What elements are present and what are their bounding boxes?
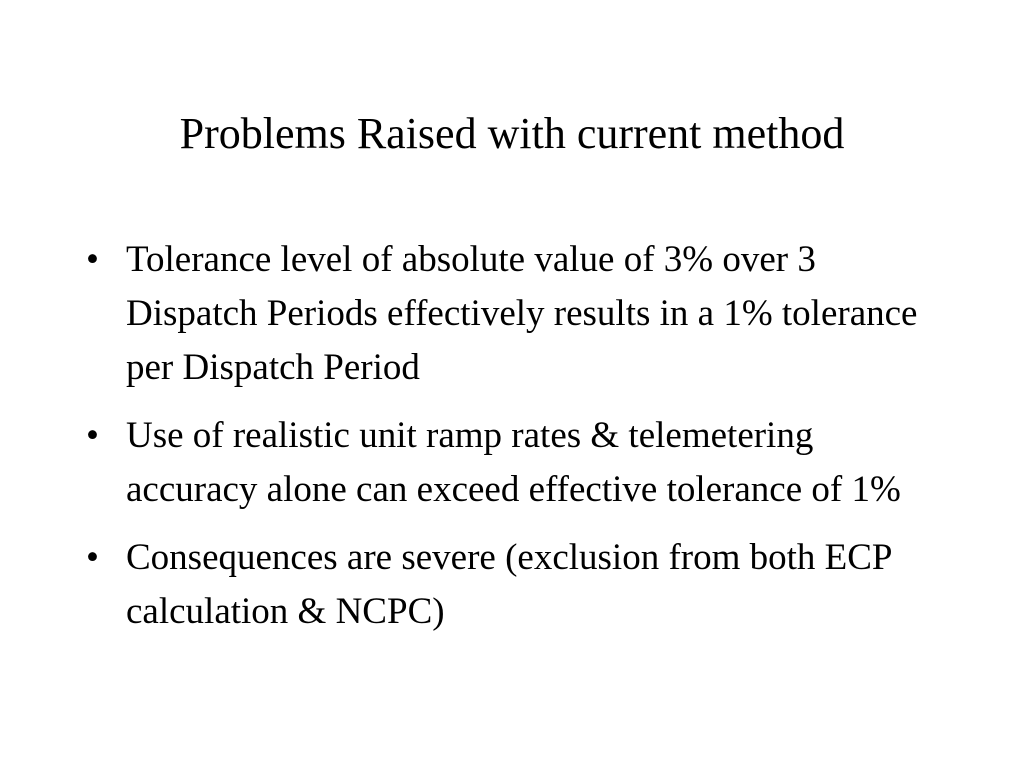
bullet-icon: • (86, 415, 99, 456)
bullet-icon: • (86, 239, 99, 280)
bullet-item (86, 409, 926, 517)
bullet-item (86, 233, 926, 395)
bullet-text: Use of realistic unit ramp rates & telemetering accuracy alone can exceed effective tolerance of 1% (126, 415, 901, 510)
bullet-text: Tolerance level of absolute value of 3% over 3 Dispatch Periods effectively results in a 1% tolerance per Dispatch Period (126, 239, 918, 388)
bullet-text: Consequences are severe (exclusion from both ECP calculation & NCPC) (126, 537, 892, 632)
bullet-icon: • (86, 537, 99, 578)
bullet-list (86, 233, 926, 653)
bullet-item (86, 531, 926, 639)
slide-title: Problems Raised with current method (179, 109, 845, 158)
